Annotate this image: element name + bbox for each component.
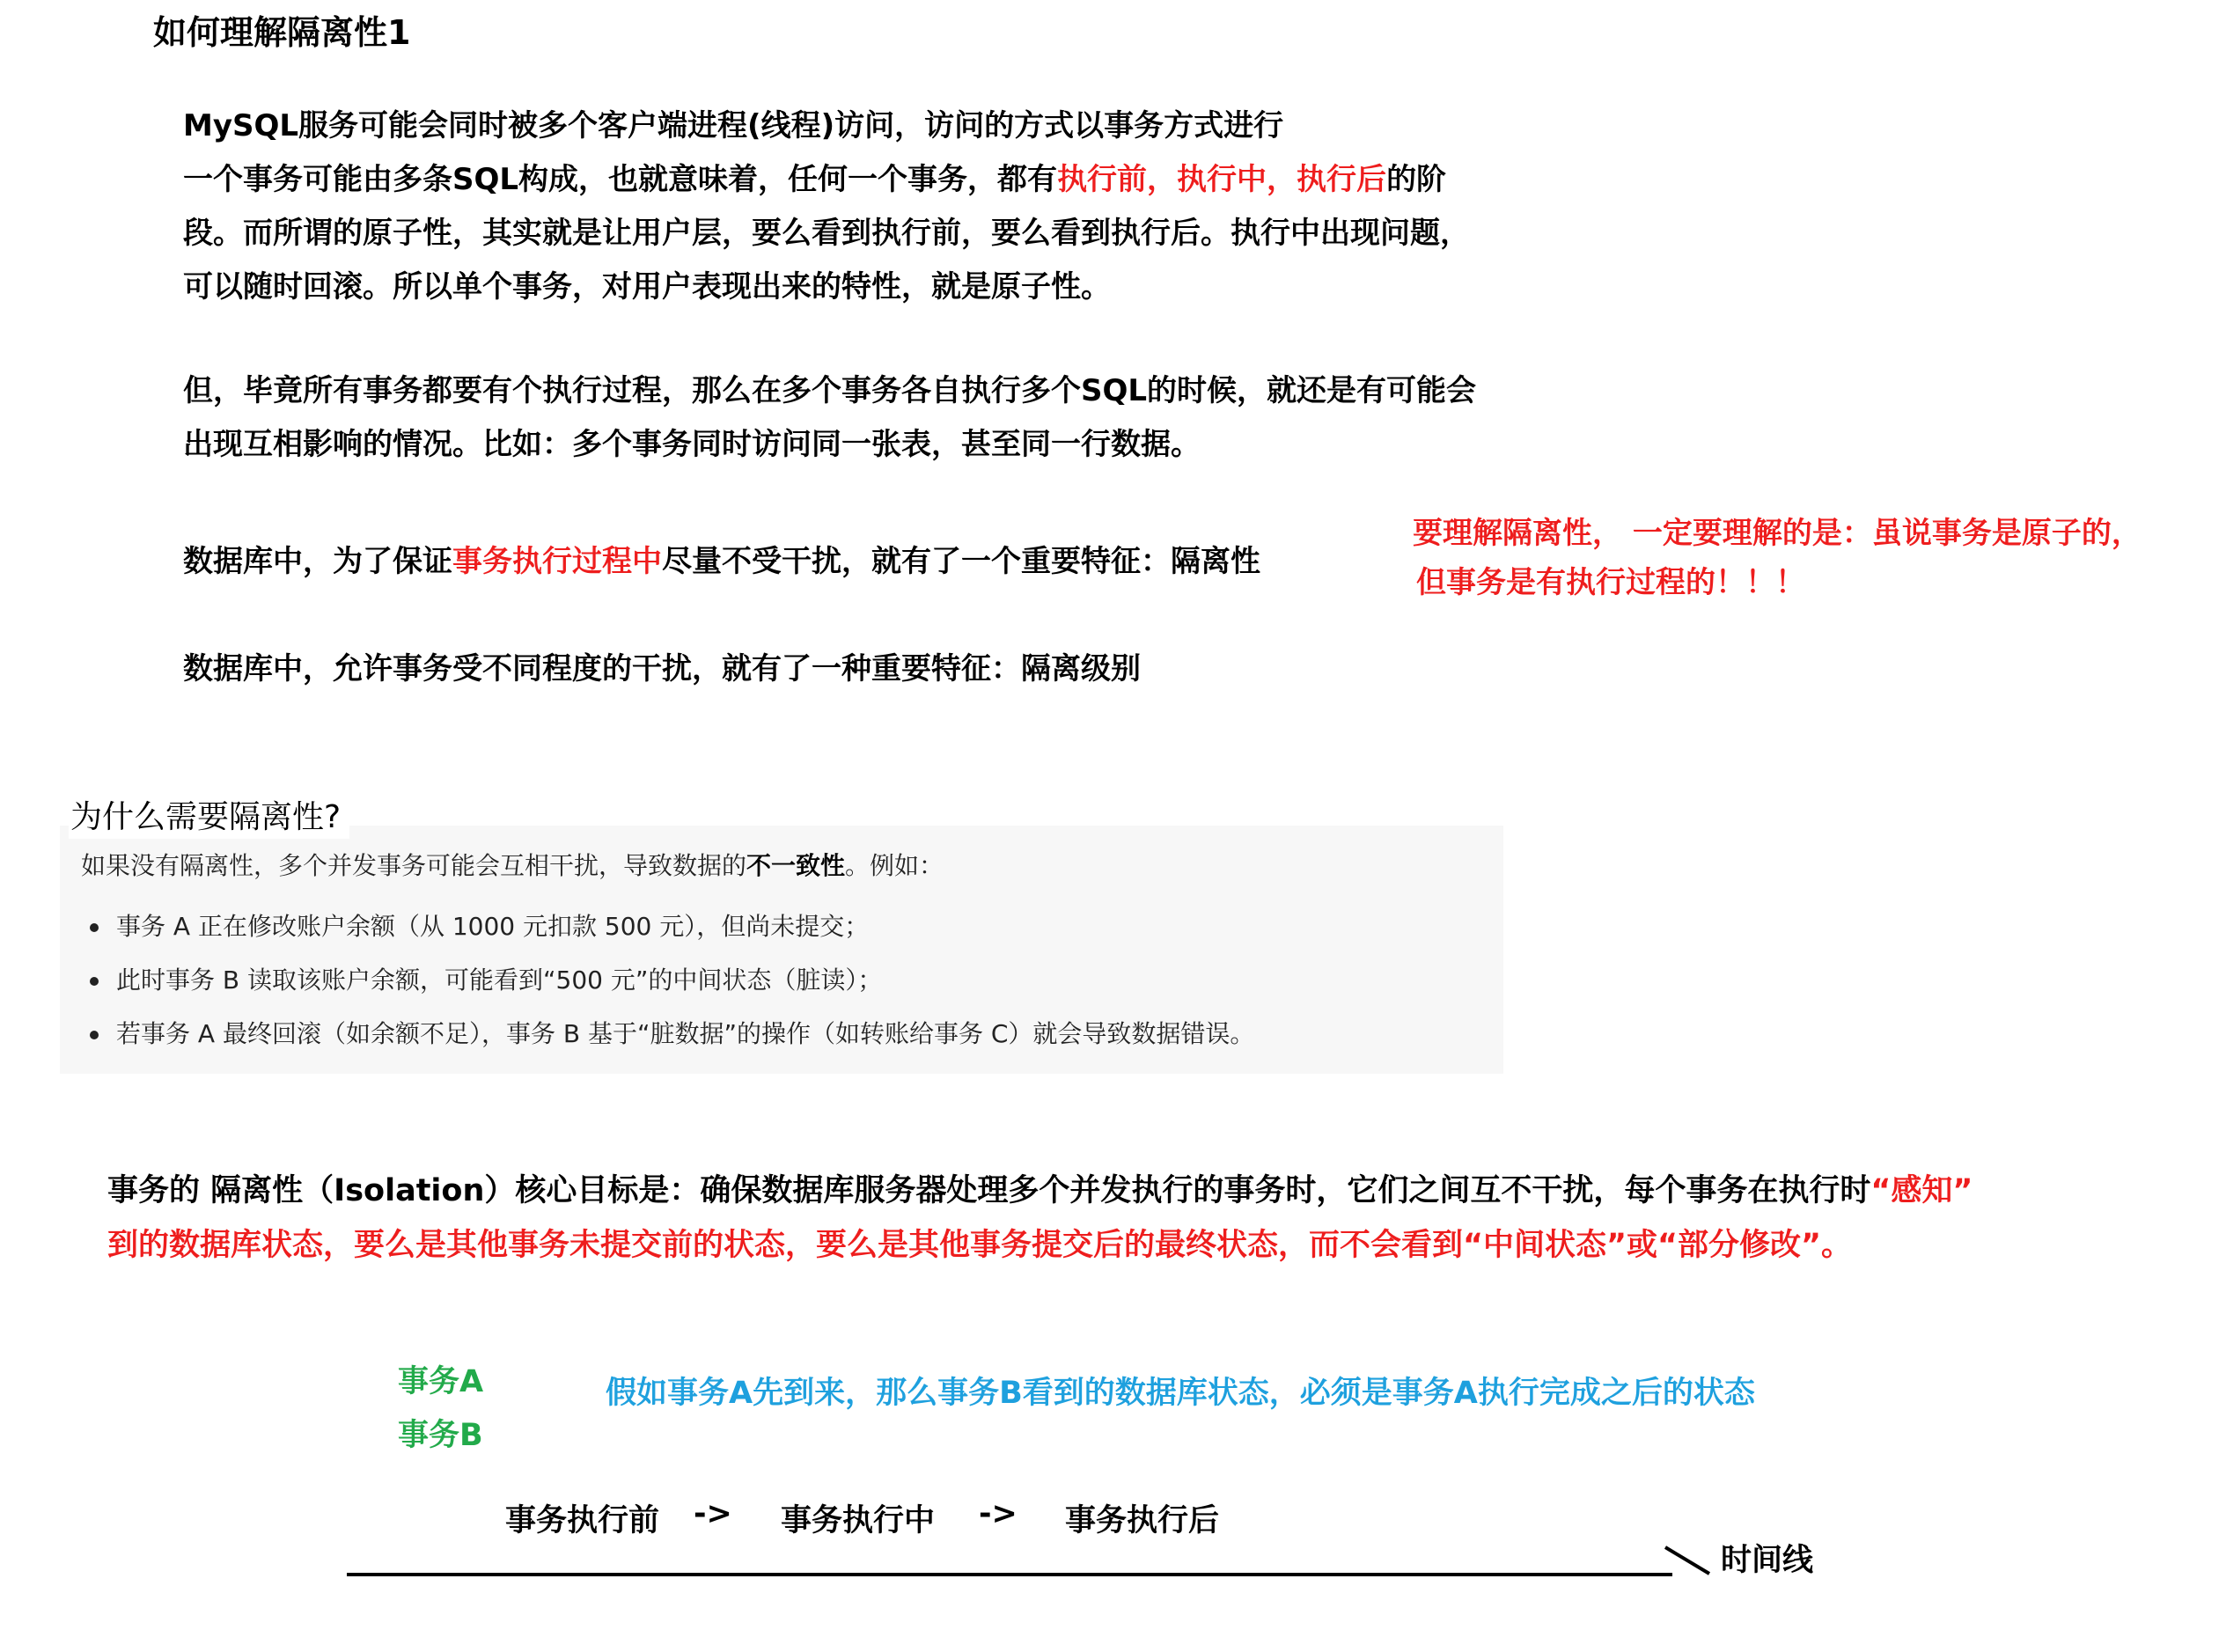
page-title: 如何理解隔离性1 <box>153 13 411 52</box>
why-isolation-title: 为什么需要隔离性? <box>69 790 349 839</box>
transaction-a-label: 事务A <box>398 1364 484 1399</box>
timeline-line <box>347 1573 1672 1576</box>
concurrency-line-1: 但，毕竟所有事务都要有个执行过程，那么在多个事务各自执行多个SQL的时候，就还是有可能会 <box>183 373 1477 408</box>
why-isolation-list <box>88 899 1254 1061</box>
why-isolation-intro <box>81 847 944 882</box>
stage-after: 事务执行后 <box>1065 1503 1220 1538</box>
why-intro-bold: 不一致性 <box>746 851 846 880</box>
atomicity-line-2-pre: 一个事务可能由多条SQL构成，也就意味着，任何一个事务，都有 <box>183 162 1058 197</box>
atomicity-line-4: 可以随时回滚。所以单个事务，对用户表现出来的特性，就是原子性。 <box>183 269 1111 305</box>
isolation-goal-line-2: 到的数据库状态，要么是其他事务未提交前的状态，要么是其他事务提交后的最终状态，而不会看到“中间状态”或“部分修改”。 <box>107 1228 1853 1263</box>
list-item: 此时事务 B 读取该账户余额，可能看到“500 元”的中间状态（脏读）； <box>88 953 1254 1007</box>
stage-during: 事务执行中 <box>781 1503 936 1538</box>
side-note <box>1413 509 2142 607</box>
atomicity-line-1: MySQL服务可能会同时被多个客户端进程(线程)访问，访问的方式以事务方式进行 <box>183 108 1284 143</box>
isolation-goal-line-1-black: 事务的 隔离性（Isolation）核心目标是：确保数据库服务器处理多个并发执行的事务时，它们之间互不干扰，每个事务在执行时 <box>107 1173 1871 1208</box>
stage-before: 事务执行前 <box>505 1503 660 1538</box>
isolation-def-post: 尽量不受干扰，就有了一个重要特征：隔离性 <box>662 544 1260 579</box>
execution-phases-highlight: 执行前，执行中，执行后 <box>1057 162 1387 197</box>
atomicity-line-2-post: 的阶 <box>1386 162 1447 197</box>
list-item: 事务 A 正在修改账户余额（从 1000 元扣款 500 元），但尚未提交； <box>88 899 1254 953</box>
arrow-2: -> <box>979 1496 1017 1531</box>
isolation-def-highlight: 事务执行过程中 <box>452 544 662 579</box>
arrow-1: -> <box>694 1496 732 1531</box>
why-intro-pre: 如果没有隔离性，多个并发事务可能会互相干扰，导致数据的 <box>81 851 747 880</box>
list-item: 若事务 A 最终回滚（如余额不足），事务 B 基于“脏数据”的操作（如转账给事务 C）就会导致数据错误。 <box>88 1007 1254 1061</box>
isolation-def-pre: 数据库中，为了保证 <box>183 544 452 579</box>
transaction-b-label: 事务B <box>398 1418 483 1453</box>
assumption-text: 假如事务A先到来，那么事务B看到的数据库状态，必须是事务A执行完成之后的状态 <box>606 1376 1755 1411</box>
timeline-label: 时间线 <box>1721 1543 1814 1578</box>
side-note-line-1: 要理解隔离性， 一定要理解的是：虽说事务是原子的， <box>1413 516 2142 551</box>
isolation-level-definition: 数据库中，允许事务受不同程度的干扰，就有了一种重要特征：隔离级别 <box>183 651 1141 686</box>
concurrency-line-2: 出现互相影响的情况。比如：多个事务同时访问同一张表，甚至同一行数据。 <box>183 427 1201 462</box>
isolation-goal-perceive: “感知” <box>1870 1173 1973 1208</box>
isolation-goal-line-1 <box>107 1164 1973 1218</box>
atomicity-line-3: 段。而所谓的原子性，其实就是让用户层，要么看到执行前，要么看到执行后。执行中出现问题， <box>183 216 1470 251</box>
side-note-line-2: 但事务是有执行过程的！！！ <box>1416 565 1805 600</box>
timeline-arrow-icon <box>1664 1545 1716 1580</box>
atomicity-paragraph <box>183 99 1470 314</box>
atomicity-line-2 <box>183 153 1470 207</box>
why-intro-post: 。例如： <box>845 851 944 880</box>
isolation-goal <box>107 1164 1973 1273</box>
isolation-definition <box>183 535 1260 589</box>
concurrency-paragraph <box>183 364 1476 472</box>
